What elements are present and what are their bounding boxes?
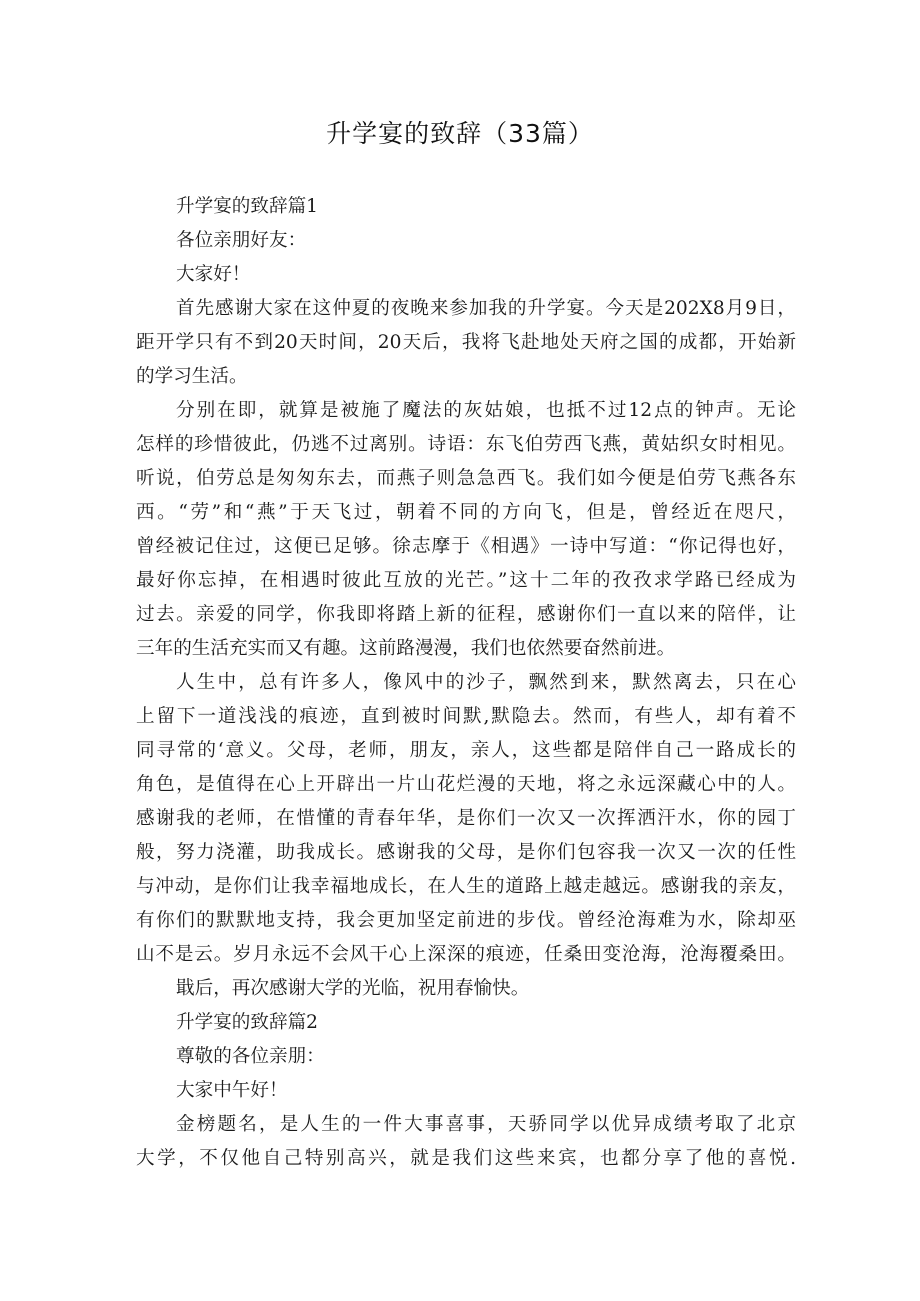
text-line: 金榜题名，是人生的一件大事喜事，天骄同学以优异成绩考取了北京 (176, 1114, 796, 1135)
text-line: 山不是云。岁月永远不会风干心上深深的痕迹，任桑田变沧海，沧海覆桑田。 (136, 944, 796, 965)
text-line: 最好你忘掉，在相遇时彼此互放的光芒。”这十二年的孜孜求学路已经成为 (136, 570, 796, 591)
text-line: 有你们的默默地支持，我会更加坚定前进的步伐。曾经沧海难为水，除却巫 (136, 910, 796, 931)
text-line: 距开学只有不到20天时间，20天后，我将飞赴地处天府之国的成都，开始新 (136, 332, 796, 353)
text-line: 怎样的珍惜彼此，仍逃不过离别。诗语：东飞伯劳西飞燕，黄姑织女时相见。 (136, 434, 796, 455)
text-line: 各位亲朋好友： (176, 230, 307, 251)
text-line: 角色，是值得在心上开辟出一片山花烂漫的天地，将之永远深藏心中的人。 (136, 774, 796, 795)
text-line: 升学宴的致辞篇1 (176, 196, 318, 217)
text-line: 人生中，总有许多人，像风中的沙子，飘然到来，默然离去，只在心 (176, 672, 796, 693)
document-title: 升学宴的致辞（33篇） (326, 119, 594, 148)
text-line: 大家中午好！ (176, 1080, 288, 1101)
text-line: 的学习生活。 (136, 366, 248, 387)
text-line: 听说，伯劳总是匆匆东去，而燕子则急急西飞。我们如今便是伯劳飞燕各东 (136, 468, 796, 489)
text-line: 感谢我的老师，在惜懂的青春年华，是你们一次又一次挥洒汗水，你的园丁 (136, 808, 796, 829)
document-body (136, 190, 796, 1176)
text-line: 西。“劳”和“燕”于天飞过，朝着不同的方向飞，但是，曾经近在咫尺， (136, 502, 796, 523)
text-line: 首先感谢大家在这仲夏的夜晚来参加我的升学宴。今天是202X8月9日， (176, 298, 796, 319)
text-line: 三年的生活充实而又有趣。这前路漫漫，我们也依然要奋然前进。 (136, 638, 676, 659)
text-line: 分别在即，就算是被施了魔法的灰姑娘，也抵不过12点的钟声。无论 (176, 400, 796, 421)
text-line: 上留下一道浅浅的痕迹，直到被时间默,默隐去。然而，有些人，却有着不 (136, 706, 796, 727)
text-line: 大学，不仅他自己特别高兴，就是我们这些来宾，也都分享了他的喜悦. (136, 1148, 796, 1169)
text-line: 尊敬的各位亲朋： (176, 1046, 325, 1067)
text-line: 般，努力浇灌，助我成长。感谢我的父母，是你们包容我一次又一次的任性 (136, 842, 796, 863)
text-line: 同寻常的‘意义。父母，老师，朋友，亲人，这些都是陪伴自己一路成长的 (136, 740, 796, 761)
text-line: 与冲动，是你们让我幸福地成长，在人生的道路上越走越远。感谢我的亲友， (136, 876, 796, 897)
text-line: 升学宴的致辞篇2 (176, 1012, 318, 1033)
text-line: 大家好！ (176, 264, 251, 285)
text-line: 戢后，再次感谢大学的光临，祝用春愉快。 (176, 978, 530, 999)
text-line: 曾经被记住过，这便已足够。徐志摩于《相遇》一诗中写道：“你记得也好， (136, 536, 796, 557)
text-line: 过去。亲爱的同学，你我即将踏上新的征程，感谢你们一直以来的陪伴，让 (136, 604, 796, 625)
